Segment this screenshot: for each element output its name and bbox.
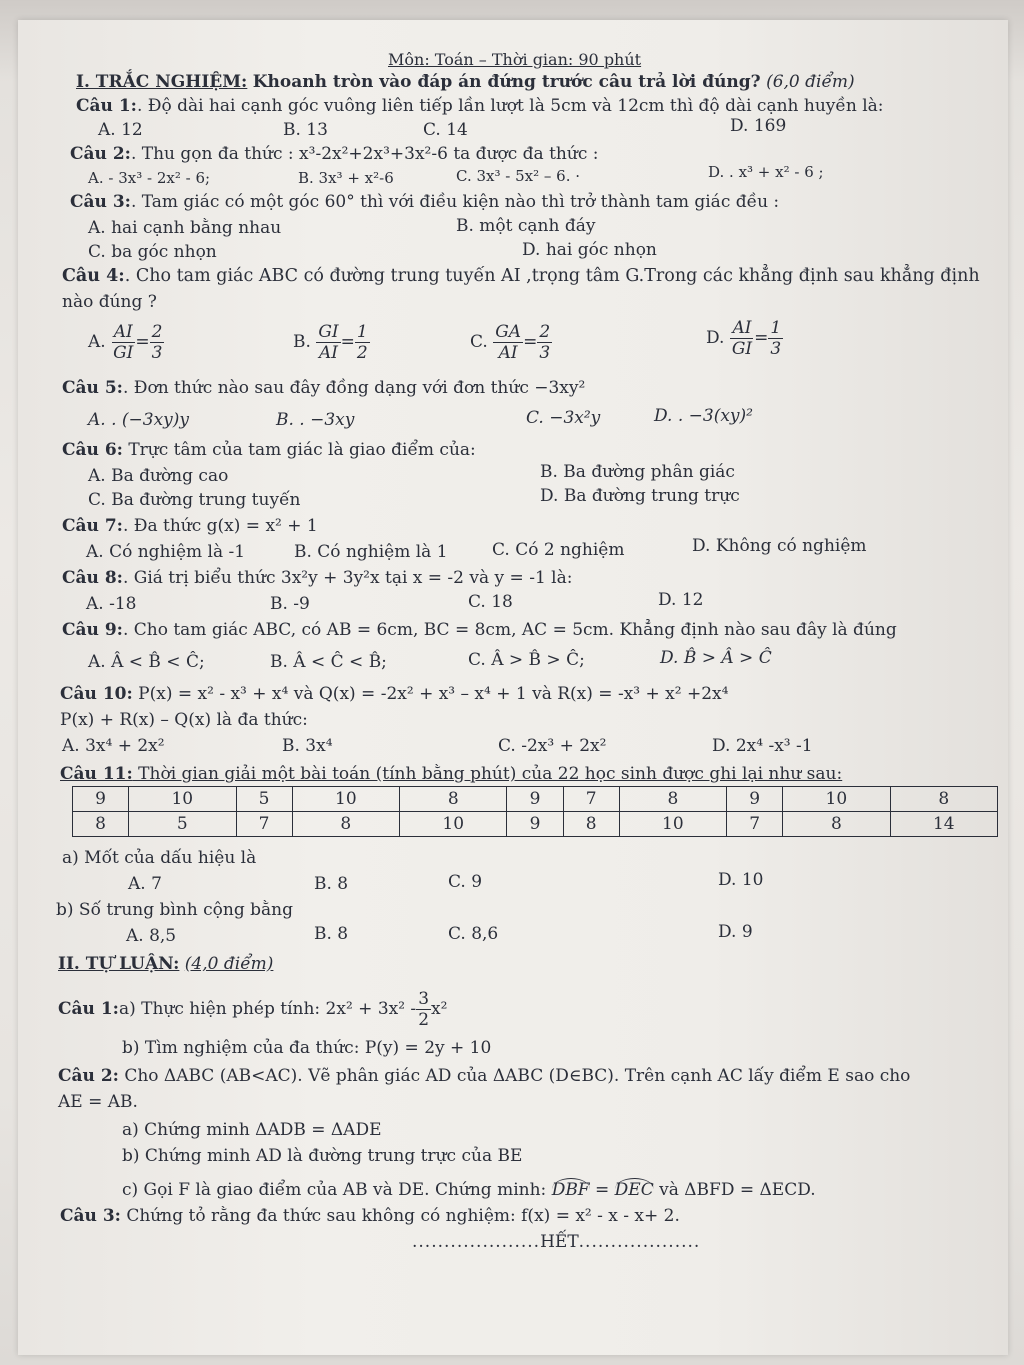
- table-cell: 10: [129, 787, 236, 812]
- part1-heading: [76, 72, 855, 92]
- q6-option-c: C. Ba đường trung tuyến: [88, 490, 301, 510]
- q7-stem: Câu 7:. Đa thức g(x) = x² + 1: [62, 516, 318, 536]
- q4-option-b: B. $\frac{GI}{AI}$ = $\frac{1}{2}$: [293, 321, 368, 363]
- q6-option-d: D. Ba đường trung trực: [540, 486, 740, 506]
- table-cell: 5: [236, 787, 292, 812]
- table-cell: 9: [727, 787, 783, 812]
- table-cell: 7: [236, 812, 292, 837]
- q10-option-a: A. 3x⁴ + 2x²: [62, 736, 165, 756]
- subject-header: Môn: Toán – Thời gian: 90 phút: [388, 50, 642, 69]
- q11a-option-a: A. 7: [128, 874, 162, 894]
- e1-part-b: b) Tìm nghiệm của đa thức: P(y) = 2y + 10: [122, 1038, 492, 1058]
- q4-option-a: A. $\frac{AI}{GI}$ = $\frac{2}{3}$: [88, 321, 163, 363]
- q10-option-c: C. -2x³ + 2x²: [498, 736, 607, 756]
- q11a-option-b: B. 8: [314, 874, 349, 894]
- q10-option-d: D. 2x⁴ -x³ -1: [712, 736, 813, 756]
- q2-option-a: A. - 3x³ - 2x² - 6;: [88, 169, 211, 187]
- q3-option-c: C. ba góc nhọn: [88, 242, 217, 262]
- q10-stem-line2: P(x) + R(x) – Q(x) là đa thức:: [60, 710, 308, 730]
- q1-option-c: C. 14: [423, 120, 468, 140]
- q9-option-b: B. Â < Ĉ < B̂;: [270, 652, 387, 672]
- q1-option-d: D. 169: [730, 116, 787, 136]
- q9-option-c: C. Â > B̂ > Ĉ;: [468, 650, 585, 670]
- table-cell: 8: [890, 787, 997, 812]
- q6-option-b: B. Ba đường phân giác: [540, 462, 735, 482]
- e2-part-c: c) Gọi F là giao điểm của AB và DE. Chứng minh: DBF = DEC và ΔBFD = ΔECD.: [122, 1180, 816, 1200]
- q5-option-b: B. . −3xy: [276, 410, 355, 430]
- e3-stem: Câu 3: Chứng tỏ rằng đa thức sau không có nghiệm: f(x) = x² - x - x+ 2.: [60, 1206, 680, 1226]
- q11b-option-d: D. 9: [718, 922, 753, 942]
- e2-part-a: a) Chứng minh ΔADB = ΔADE: [122, 1120, 382, 1140]
- q8-option-c: C. 18: [468, 592, 513, 612]
- q8-option-b: B. -9: [270, 594, 310, 614]
- q2-stem: Câu 2:. Thu gọn đa thức : x³-2x²+2x³+3x²-6 ta được đa thức :: [70, 144, 599, 164]
- q6-stem: Câu 6: Trực tâm của tam giác là giao điểm của:: [62, 440, 476, 460]
- q5-option-d: D. . −3(xy)²: [654, 406, 753, 426]
- q11b-stem: b) Số trung bình cộng bằng: [56, 900, 293, 920]
- q4-stem-line2: nào đúng ?: [62, 292, 157, 312]
- table-cell: 10: [619, 812, 726, 837]
- q8-stem: Câu 8:. Giá trị biểu thức 3x²y + 3y²x tại x = -2 và y = -1 là:: [62, 568, 573, 588]
- table-cell: 5: [129, 812, 236, 837]
- q7-option-c: C. Có 2 nghiệm: [492, 540, 625, 560]
- q5-option-a: A. . (−3xy)y: [88, 410, 190, 430]
- part2-heading: [58, 954, 273, 974]
- table-cell: 9: [507, 812, 563, 837]
- q11-stem: Câu 11: Thời gian giải một bài toán (tính bằng phút) của 22 học sinh được ghi lại như sau:: [60, 764, 843, 784]
- q4-option-c: C. $\frac{GA}{AI}$ = $\frac{2}{3}$: [470, 321, 551, 363]
- q11b-option-a: A. 8,5: [126, 926, 177, 946]
- q1-stem: Câu 1:. Độ dài hai cạnh góc vuông liên tiếp lần lượt là 5cm và 12cm thì độ dài cạnh huyền là:: [76, 96, 884, 116]
- q11a-option-d: D. 10: [718, 870, 764, 890]
- table-cell: 10: [400, 812, 507, 837]
- q10-stem: Câu 10: P(x) = x² - x³ + x⁴ và Q(x) = -2x² + x³ – x⁴ + 1 và R(x) = -x³ + x² +2x⁴: [60, 684, 729, 704]
- q3-option-d: D. hai góc nhọn: [522, 240, 657, 260]
- q3-option-a: A. hai cạnh bằng nhau: [88, 218, 282, 238]
- table-cell: 10: [292, 787, 399, 812]
- q7-option-a: A. Có nghiệm là -1: [86, 542, 246, 562]
- table-cell: 8: [563, 812, 619, 837]
- e2-part-b: b) Chứng minh AD là đường trung trực của BE: [122, 1146, 523, 1166]
- q11-data-table: [72, 786, 998, 837]
- q1-option-b: B. 13: [283, 120, 328, 140]
- q9-option-a: A. Â < B̂ < Ĉ;: [88, 652, 205, 672]
- table-row: [73, 812, 998, 837]
- table-cell: 8: [783, 812, 890, 837]
- q8-option-a: A. -18: [86, 594, 137, 614]
- q4-stem: Câu 4:. Cho tam giác ABC có đường trung tuyến AI ,trọng tâm G.Trong các khẳng định sau khẳng định: [62, 266, 980, 286]
- q9-option-d: D. B̂ > Â > Ĉ: [660, 648, 772, 668]
- e2-stem-line2: AE = AB.: [58, 1092, 138, 1112]
- table-cell: 8: [292, 812, 399, 837]
- table-cell: 8: [400, 787, 507, 812]
- exam-paper: [18, 20, 1008, 1355]
- q2-option-b: B. 3x³ + x²-6: [298, 169, 394, 187]
- part2-points: (4,0 điểm): [184, 954, 274, 974]
- q6-option-a: A. Ba đường cao: [88, 466, 229, 486]
- q8-option-d: D. 12: [658, 590, 704, 610]
- table-cell: 9: [73, 787, 129, 812]
- q1-option-a: A. 12: [98, 120, 143, 140]
- table-cell: 8: [619, 787, 726, 812]
- table-cell: 14: [890, 812, 997, 837]
- e1-part-a: Câu 1: a) Thực hiện phép tính: 2x² + 3x² - $\frac{3}{2}$ x²: [58, 988, 448, 1030]
- part1-instruction: Khoanh tròn vào đáp án đứng trước câu trả lời đúng?: [252, 72, 761, 92]
- part2-title: II. TỰ LUẬN:: [58, 954, 180, 974]
- q7-option-d: D. Không có nghiệm: [692, 536, 867, 556]
- end-marker: ....................HẾT...................: [412, 1232, 701, 1252]
- q3-stem: Câu 3:. Tam giác có một góc 60° thì với điều kiện nào thì trở thành tam giác đều :: [70, 192, 780, 212]
- table-row: [73, 787, 998, 812]
- q5-option-c: C. −3x²y: [526, 408, 601, 428]
- q2-option-d: D. . x³ + x² - 6 ;: [708, 163, 824, 181]
- q4-option-d: D. $\frac{AI}{GI}$ = $\frac{1}{3}$: [706, 317, 782, 359]
- q11a-stem: a) Mốt của dấu hiệu là: [62, 848, 257, 868]
- table-cell: 9: [507, 787, 563, 812]
- table-cell: 8: [73, 812, 129, 837]
- table-cell: 7: [727, 812, 783, 837]
- q5-stem: Câu 5:. Đơn thức nào sau đây đồng dạng với đơn thức −3xy²: [62, 378, 586, 398]
- q3-option-b: B. một cạnh đáy: [456, 216, 596, 236]
- part1-title: I. TRẮC NGHIỆM:: [76, 72, 248, 92]
- q11b-option-c: C. 8,6: [448, 924, 499, 944]
- q2-option-c: C. 3x³ - 5x² – 6. ·: [456, 167, 580, 185]
- part1-points: (6,0 điểm): [766, 72, 855, 92]
- q10-option-b: B. 3x⁴: [282, 736, 333, 756]
- q11a-option-c: C. 9: [448, 872, 483, 892]
- table-cell: 10: [783, 787, 890, 812]
- q7-option-b: B. Có nghiệm là 1: [294, 542, 448, 562]
- q11b-option-b: B. 8: [314, 924, 349, 944]
- table-cell: 7: [563, 787, 619, 812]
- q9-stem: Câu 9:. Cho tam giác ABC, có AB = 6cm, BC = 8cm, AC = 5cm. Khẳng định nào sau đây là đúng: [62, 620, 897, 640]
- e2-stem: Câu 2: Cho ΔABC (AB<AC). Vẽ phân giác AD của ΔABC (D∈BC). Trên cạnh AC lấy điểm E sao cho: [58, 1066, 911, 1086]
